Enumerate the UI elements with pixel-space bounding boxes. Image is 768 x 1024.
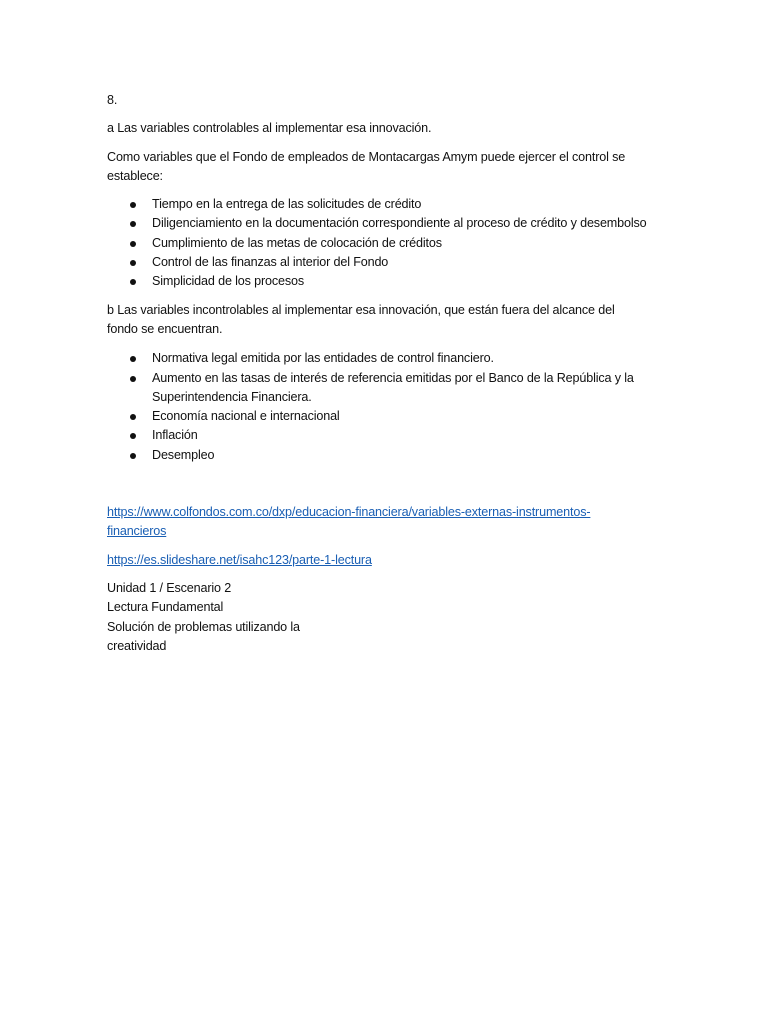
bullet-icon [130, 241, 136, 247]
link-colfondos[interactable]: https://www.colfondos.com.co/dxp/educacion-financiera/variables-externas-instrumentos-financieros [107, 505, 591, 539]
list-item: Simplicidad de los procesos [107, 272, 647, 291]
reference-title-line1: Solución de problemas utilizando la [107, 619, 300, 634]
link-colfondos-block [107, 503, 647, 542]
section-number: 8. [107, 93, 118, 107]
list-item: Aumento en las tasas de interés de referencia emitidas por el Banco de la República y la Superintendencia Financiera. [107, 369, 647, 408]
section-a-heading: a Las variables controlables al implementar esa innovación. [107, 121, 432, 136]
link-slideshare-block [107, 551, 647, 570]
bullet-icon [130, 202, 136, 208]
reference-unit: Unidad 1 / Escenario 2 [107, 580, 232, 595]
bullet-icon [130, 453, 136, 459]
bullet-icon [130, 356, 136, 362]
bullet-icon [130, 279, 136, 285]
bullet-icon [130, 221, 136, 227]
list-item: Economía nacional e internacional [107, 407, 647, 426]
reference-block [107, 579, 647, 656]
reference-title-line2: creatividad [107, 638, 167, 653]
list-item: Normativa legal emitida por las entidades de control financiero. [107, 349, 647, 368]
spacer [107, 474, 647, 503]
bullet-icon [130, 260, 136, 266]
link-slideshare[interactable]: https://es.slideshare.net/isahc123/parte-1-lectura [107, 552, 372, 567]
controllable-list [107, 195, 647, 291]
list-item: Control de las finanzas al interior del Fondo [107, 253, 647, 272]
bullet-icon [130, 414, 136, 420]
uncontrollable-list [107, 349, 647, 465]
bullet-icon [130, 433, 136, 439]
reference-type: Lectura Fundamental [107, 600, 224, 615]
list-item: Cumplimiento de las metas de colocación de créditos [107, 234, 647, 253]
bullet-icon [130, 376, 136, 382]
section-b-heading: b Las variables incontrolables al implementar esa innovación, que están fuera del alcance del fondo se encuentran. [107, 302, 615, 336]
list-item: Diligenciamiento en la documentación correspondiente al proceso de crédito y desembolso [107, 214, 647, 233]
controllable-intro: Como variables que el Fondo de empleados de Montacargas Amym puede ejercer el control se establece: [107, 149, 626, 183]
list-item: Tiempo en la entrega de las solicitudes de crédito [107, 195, 647, 214]
list-item: Inflación [107, 426, 647, 445]
document-body [107, 91, 647, 656]
list-item: Desempleo [107, 446, 647, 465]
